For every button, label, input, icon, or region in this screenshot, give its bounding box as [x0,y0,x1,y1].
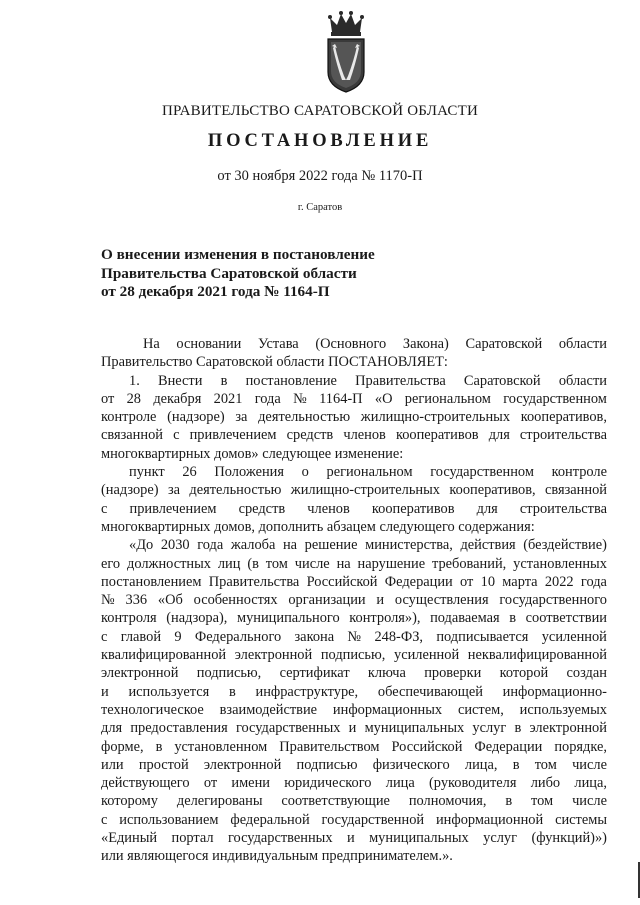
body-line: «До 2030 года жалоба на решение министерства, действия (бездействие) [129,537,607,554]
body-line: На основании Устава (Основного Закона) Саратовской области [143,336,607,352]
document-body [101,335,607,866]
body-line: и используется в инфраструктуре, обеспечивающей информационно- [101,683,607,700]
body-line: 1. Внести в постановление Правительства Саратовской области [129,372,607,389]
body-line: постановлением Правительства Российской Федерации от 10 марта 2022 года [101,573,607,590]
body-line: пункт 26 Положения о региональном государственном контроле [129,464,607,481]
subject-line: Правительства Саратовской области [101,264,357,282]
body-line: «Единый портал государственных и муниципальных услуг (функций)») [101,830,607,847]
body-line: электронной подписью, сертификат ключа проверки которой создан [101,665,607,682]
coat-of-arms-icon [322,10,370,94]
date-number-line: от 30 ноября 2022 года № 1170-П [217,168,423,184]
body-line: с привлечением средств членов кооперативов для строительства [101,500,607,517]
body-line: с использованием федеральной государственной информационной системы [101,811,607,828]
body-line: форме, в установленном Правительством Российской Федерации порядке, [101,738,607,755]
body-line: контроле (надзоре) за деятельностью жилищно-строительных кооперативов, [101,409,607,426]
body-line: контроля (надзора), муниципального контроля»), подаваемая в соответствии [101,610,607,627]
body-line: или простой электронной подписью физического лица, в том числе [101,756,607,773]
subject-line: от 28 декабря 2021 года № 1164-П [101,283,330,300]
subject-line: О внесении изменения в постановление [101,246,375,263]
body-line: для предоставления государственных и муниципальных услуг в электронной [101,720,607,737]
body-line: многоквартирных домов, дополнить абзацем следующего содержания: [101,518,535,535]
body-line: квалифицированной электронной подписью, усиленной неквалифицированной [101,647,607,664]
body-line: (надзоре) за деятельностью жилищно-строительных кооперативов, связанной [101,482,607,499]
body-line: технологическое взаимодействие информационных систем, используемых [101,701,607,718]
document-subject [101,246,375,302]
body-line: его должностных лиц (в том числе на нарушение требований, установленных [101,555,607,572]
body-line: действующего от имени юридического лица (руководителя либо лица, [101,775,607,792]
body-line: многоквартирных домов» следующее изменение: [101,445,404,462]
body-line: или являющегося индивидуальным предпринимателем.». [101,848,453,865]
body-line: которому делегированы соответствующие полномочия, в том числе [101,793,607,810]
body-line: Правительство Саратовской области ПОСТАНОВЛЯЕТ: [101,354,448,371]
body-line: № 336 «Об особенностях организации и осуществления государственного [101,592,607,609]
government-name: ПРАВИТЕЛЬСТВО САРАТОВСКОЙ ОБЛАСТИ [161,103,479,119]
body-line: связанной с привлечением средств членов кооперативов для строительства [101,427,607,444]
document-type-title: ПОСТАНОВЛЕНИЕ [207,131,433,151]
body-line: с главой 9 Федерального закона № 248-ФЗ, подписывается усиленной [101,628,607,645]
city-name: г. Саратов [297,202,343,213]
body-line: от 28 декабря 2021 года № 1164-П «О региональном государственном [101,390,607,407]
